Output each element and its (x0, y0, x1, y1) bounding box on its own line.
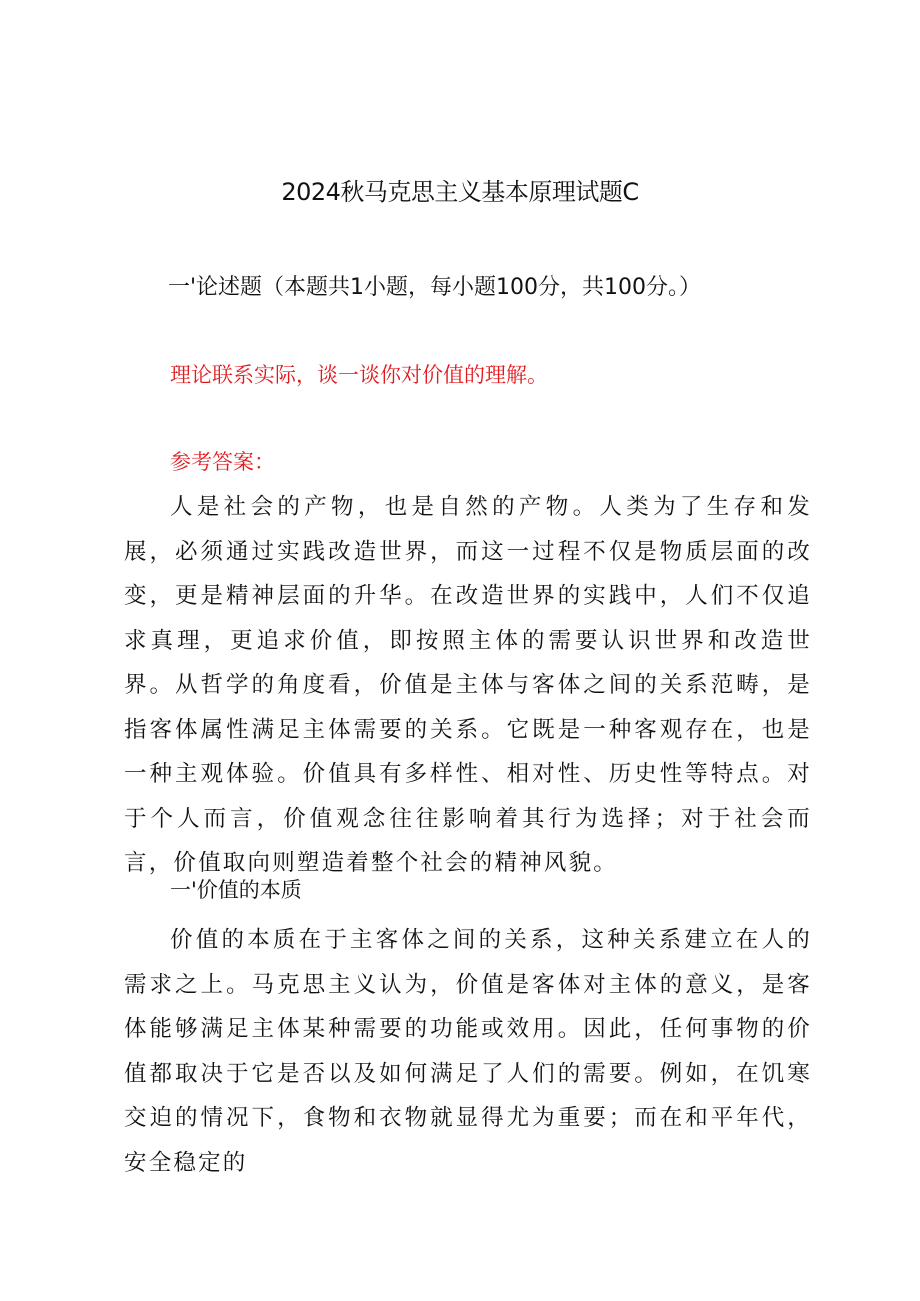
section-heading: 一'论述题（本题共1小题，每小题100分，共100分。） (168, 275, 702, 300)
document-title: 2024秋马克思主义基本原理试题C (281, 178, 639, 206)
answer-label: 参考答案： (170, 450, 275, 474)
answer-paragraph-2: 价值的本质在于主客体之间的关系，这种关系建立在人的需求之上。马克思主义认为，价值是客体对主体的意义，是客体能够满足主体某种需要的功能或效用。因此，任何事物的价值都取决于它是否以及如何满足了人们的需要。例如，在饥寒交迫的情况下，食物和衣物就显得尤为重要；而在和平年代，安全稳定的 (124, 927, 812, 1176)
answer-paragraph-1: 人是社会的产物，也是自然的产物。人类为了生存和发展，必须通过实践改造世界，而这一过程不仅是物质层面的改变，更是精神层面的升华。在改造世界的实践中，人们不仅追求真理，更追求价值，即按照主体的需要认识世界和改造世界。从哲学的角度看，价值是主体与客体之间的关系范畴，是指客体属性满足主体需要的关系。它既是一种客观存在，也是一种主观体验。价值具有多样性、相对性、历史性等特点。对于个人而言，价值观念往往影响着其行为选择；对于社会而言，价值取向则塑造着整个社会的精神风貌。 (124, 494, 812, 876)
question-text: 理论联系实际，谈一谈你对价值的理解。 (170, 363, 548, 387)
subheading-value-essence: 一'价值的本质 (170, 878, 302, 902)
